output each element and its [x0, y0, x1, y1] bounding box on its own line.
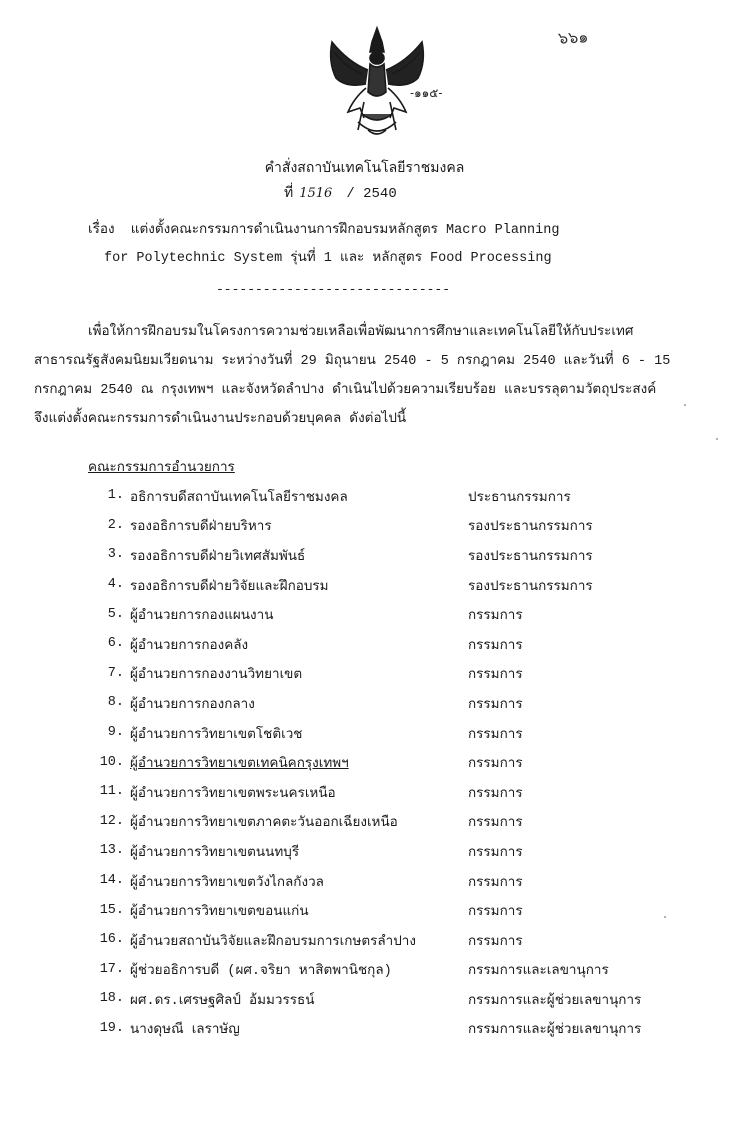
member-number: 3. — [107, 547, 124, 563]
member-number: 17. — [99, 961, 124, 977]
order-year: / 2540 — [346, 186, 397, 202]
member-number: 18. — [99, 991, 124, 1007]
member-name: นางดุษณี เลราษัญ — [130, 1023, 240, 1039]
order-number-prefix: ที่ — [284, 186, 294, 202]
member-role: กรรมการและผู้ช่วยเลขานุการ — [468, 1023, 642, 1039]
emblem-ink-mark: -๑๑๕- — [410, 86, 443, 100]
member-role: ประธานกรรมการ — [468, 490, 571, 506]
order-number-line — [284, 182, 397, 204]
subject-block — [88, 217, 648, 273]
member-role: กรรมการและผู้ช่วยเลขานุการ — [468, 993, 642, 1009]
member-name: ผู้อำนวยการวิทยาเขตโชติเวช — [130, 727, 303, 743]
member-role: กรรมการ — [468, 786, 523, 802]
member-row — [88, 570, 688, 600]
scan-speck — [684, 404, 686, 406]
subject-label: เรื่อง — [88, 223, 115, 238]
member-number: 9. — [107, 725, 124, 741]
divider-line: ------------------------------ — [216, 282, 451, 297]
member-row — [88, 984, 688, 1014]
member-row — [88, 540, 688, 570]
member-name-text: ผู้อำนวยการวิทยาเขตเทคนิคกรุงเทพฯ — [130, 757, 349, 773]
member-number: 16. — [99, 932, 124, 948]
member-name: รองอธิการบดีฝ่ายบริหาร — [130, 520, 272, 536]
member-row — [88, 511, 688, 541]
member-role: กรรมการ — [468, 668, 523, 684]
member-row — [88, 955, 688, 985]
member-name: ผู้อำนวยการกองงานวิทยาเขต — [130, 668, 303, 684]
member-row — [88, 629, 688, 659]
member-role: กรรมการ — [468, 609, 523, 625]
member-name: ผู้อำนวยการวิทยาเขตขอนแก่น — [130, 905, 309, 921]
member-role: กรรมการ — [468, 757, 523, 773]
member-number: 4. — [107, 577, 124, 593]
member-name — [124, 751, 468, 773]
member-number: 1. — [107, 488, 124, 504]
member-name: อธิการบดีสถาบันเทคโนโลยีราชมงคล — [130, 490, 348, 506]
member-role: กรรมการ — [468, 905, 523, 921]
member-row — [88, 481, 688, 511]
member-role: กรรมการ — [468, 816, 523, 832]
member-number: 5. — [107, 606, 124, 622]
member-role: กรรมการ — [468, 697, 523, 713]
member-row — [88, 659, 688, 689]
member-role: กรรมการ — [468, 934, 523, 950]
member-number: 11. — [99, 784, 124, 800]
member-number: 15. — [99, 902, 124, 918]
member-row — [88, 895, 688, 925]
intro-line: กรกฎาคม 2540 ณ กรุงเทพฯ และจังหวัดลำปาง ดำเนินไปด้วยความเรียบร้อย และบรรลุตามวัตถุประสงค์ — [34, 383, 657, 398]
member-name: รองอธิการบดีฝ่ายวิจัยและฝึกอบรม — [130, 579, 329, 595]
order-title: คำสั่งสถาบันเทคโนโลยีราชมงคล — [264, 161, 465, 177]
member-number: 2. — [107, 517, 124, 533]
committee-heading: คณะกรรมการอำนวยการ — [88, 461, 235, 476]
member-number: 12. — [99, 813, 124, 829]
member-number: 13. — [99, 843, 124, 859]
member-name: ผู้อำนวยการกองแผนงาน — [130, 609, 274, 625]
intro-line: เพื่อให้การฝึกอบรมในโครงการความช่วยเหลือเพื่อพัฒนาการศึกษาและเทคโนโลยีให้กับประเทศ — [88, 325, 634, 340]
member-row — [88, 925, 688, 955]
member-row — [88, 1014, 688, 1044]
member-name: ผู้อำนวยการวิทยาเขตภาคตะวันออกเฉียงเหนือ — [130, 816, 398, 832]
member-row — [88, 777, 688, 807]
handwritten-page-number: ๖๖๑ — [557, 27, 589, 48]
member-number: 19. — [99, 1020, 124, 1036]
member-name: ผู้อำนวยการวิทยาเขตพระนครเหนือ — [130, 786, 336, 802]
member-number: 10. — [99, 754, 124, 770]
member-number: 7. — [107, 665, 124, 681]
member-row — [88, 599, 688, 629]
intro-paragraph — [34, 318, 674, 434]
member-role: กรรมการ — [468, 727, 523, 743]
member-name: ผู้อำนวยการวิทยาเขตนนทบุรี — [130, 845, 300, 861]
subject-line-2: for Polytechnic System รุ่นที่ 1 และ หลักสูตร Food Processing — [104, 251, 552, 266]
member-row — [88, 718, 688, 748]
member-row — [88, 807, 688, 837]
order-number: 1516 — [299, 186, 333, 201]
member-number: 6. — [107, 636, 124, 652]
member-name: ผศ.ดร.เศรษฐศิลป์ อ้มมวรรธน์ — [130, 993, 315, 1009]
member-row — [88, 688, 688, 718]
member-row — [88, 836, 688, 866]
member-name: ผู้อำนวยการกองคลัง — [130, 638, 249, 654]
member-number: 14. — [99, 873, 124, 889]
member-role: รองประธานกรรมการ — [468, 520, 593, 536]
member-role: กรรมการ — [468, 638, 523, 654]
member-role: รองประธานกรรมการ — [468, 549, 593, 565]
member-role: รองประธานกรรมการ — [468, 579, 593, 595]
member-row — [88, 866, 688, 896]
garuda-emblem-icon — [318, 22, 436, 144]
member-name: ผู้ช่วยอธิการบดี (ผศ.จริยา หาสิตพานิชกุล) — [130, 964, 392, 980]
scan-speck — [664, 916, 666, 918]
subject-line-1: แต่งตั้งคณะกรรมการดำเนินงานการฝึกอบรมหลักสูตร Macro Planning — [130, 223, 560, 238]
intro-line: จึงแต่งตั้งคณะกรรมการดำเนินงานประกอบด้วยบุคคล ดังต่อไปนี้ — [34, 412, 407, 427]
member-name: ผู้อำนวยการกองกลาง — [130, 697, 255, 713]
committee-member-list — [88, 481, 688, 1043]
scan-speck — [716, 438, 718, 440]
intro-line: สาธารณรัฐสังคมนิยมเวียดนาม ระหว่างวันที่ 29 มิถุนายน 2540 - 5 กรกฎาคม 2540 และวันที่ 6 - 15 — [34, 354, 671, 369]
member-role: กรรมการและเลขานุการ — [468, 964, 609, 980]
member-name: ผู้อำนวยสถาบันวิจัยและฝึกอบรมการเกษตรลำปาง — [130, 934, 416, 950]
member-name: ผู้อำนวยการวิทยาเขตวังไกลกังวล — [130, 875, 324, 891]
member-role: กรรมการ — [468, 845, 523, 861]
member-row — [88, 747, 688, 777]
member-name: รองอธิการบดีฝ่ายวิเทศสัมพันธ์ — [130, 549, 306, 565]
member-number: 8. — [107, 695, 124, 711]
member-role: กรรมการ — [468, 875, 523, 891]
